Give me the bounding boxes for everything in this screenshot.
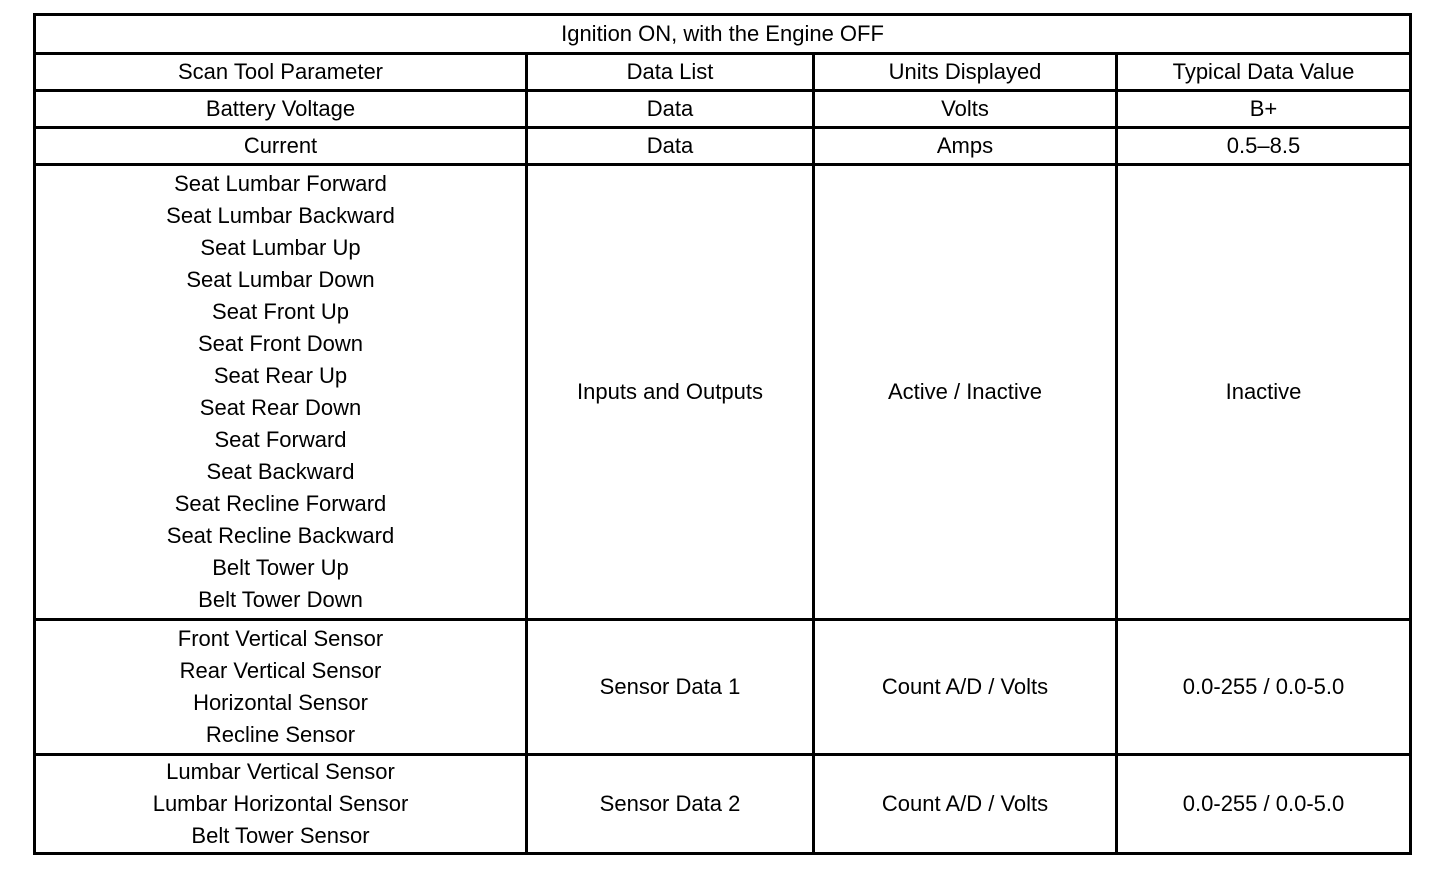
cell-data-list: Sensor Data 2 (527, 755, 814, 854)
list-item: Front Vertical Sensor (177, 626, 384, 651)
cell-parameter-list (35, 755, 527, 854)
list-item: Seat Front Up (212, 299, 349, 324)
cell-parameter: Battery Voltage (35, 91, 527, 128)
list-item: Recline Sensor (205, 722, 356, 747)
list-item: Seat Backward (206, 459, 355, 484)
parameter-list (36, 623, 525, 751)
list-item: Seat Lumbar Down (186, 267, 375, 292)
list-item: Seat Forward (214, 427, 347, 452)
table-row-sensor-data-2 (35, 755, 1411, 854)
list-item: Belt Tower Sensor (191, 823, 370, 848)
header-units: Units Displayed (814, 54, 1117, 91)
table-title: Ignition ON, with the Engine OFF (35, 15, 1411, 54)
list-item: Seat Lumbar Forward (174, 171, 387, 196)
cell-parameter-list (35, 165, 527, 620)
list-item: Seat Recline Backward (166, 523, 395, 548)
header-typical-value: Typical Data Value (1117, 54, 1411, 91)
list-item: Lumbar Vertical Sensor (166, 759, 395, 784)
list-item: Horizontal Sensor (193, 690, 368, 715)
list-item: Seat Lumbar Backward (166, 203, 395, 228)
header-data-list: Data List (527, 54, 814, 91)
cell-units: Amps (814, 128, 1117, 165)
list-item: Seat Lumbar Up (200, 235, 361, 260)
cell-data-list: Data (527, 128, 814, 165)
table-row-inputs-outputs (35, 165, 1411, 620)
parameter-list (36, 756, 525, 852)
cell-data-list: Data (527, 91, 814, 128)
cell-units: Count A/D / Volts (814, 620, 1117, 755)
cell-typical-value: 0.0-255 / 0.0-5.0 (1117, 620, 1411, 755)
cell-units: Active / Inactive (814, 165, 1117, 620)
table-row-battery (35, 91, 1411, 128)
table-row-sensor-data-1 (35, 620, 1411, 755)
parameter-list (36, 168, 525, 616)
list-item: Seat Rear Up (213, 363, 348, 388)
cell-typical-value: 0.0-255 / 0.0-5.0 (1117, 755, 1411, 854)
cell-typical-value: 0.5–8.5 (1117, 128, 1411, 165)
cell-units: Count A/D / Volts (814, 755, 1117, 854)
list-item: Seat Front Down (197, 331, 364, 356)
list-item: Seat Rear Down (199, 395, 362, 420)
cell-parameter-list (35, 620, 527, 755)
header-parameter: Scan Tool Parameter (35, 54, 527, 91)
header-row (35, 54, 1411, 91)
cell-data-list: Sensor Data 1 (527, 620, 814, 755)
cell-data-list: Inputs and Outputs (527, 165, 814, 620)
cell-typical-value: B+ (1117, 91, 1411, 128)
cell-units: Volts (814, 91, 1117, 128)
cell-parameter: Current (35, 128, 527, 165)
list-item: Rear Vertical Sensor (179, 658, 382, 683)
list-item: Belt Tower Up (212, 555, 349, 580)
list-item: Lumbar Horizontal Sensor (152, 791, 409, 816)
cell-typical-value: Inactive (1117, 165, 1411, 620)
scan-tool-data-table (33, 13, 1412, 855)
table-row-current (35, 128, 1411, 165)
title-row (35, 15, 1411, 54)
list-item: Seat Recline Forward (174, 491, 387, 516)
list-item: Belt Tower Down (198, 587, 363, 612)
